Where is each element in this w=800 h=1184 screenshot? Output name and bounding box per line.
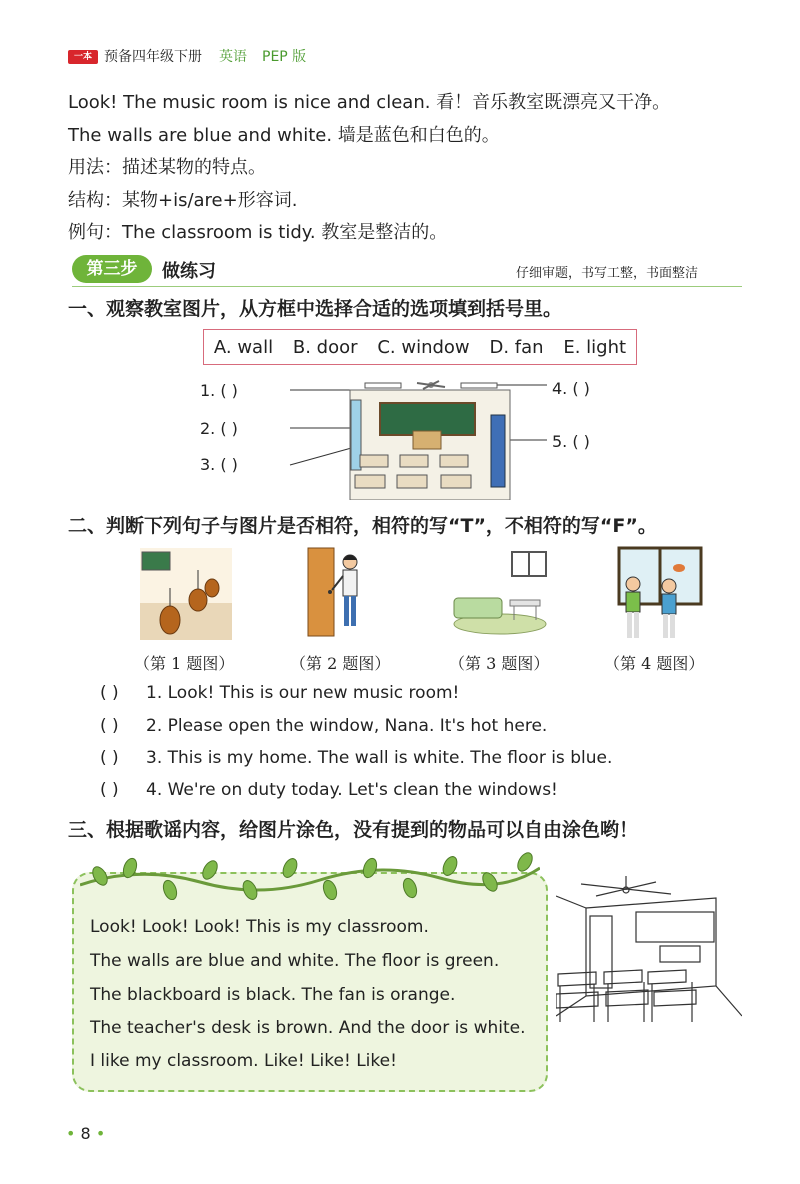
note-line: 用法：描述某物的特点。 (68, 157, 266, 178)
light-icon (365, 383, 401, 388)
blank-2[interactable]: 2. ( ) (200, 419, 238, 438)
answer-blank[interactable]: ( ) (100, 780, 119, 800)
fan-icon (581, 876, 671, 896)
option-c: C. window (377, 336, 470, 358)
picture-2-door (306, 546, 368, 638)
picture-1-music-room (140, 548, 232, 640)
desks (556, 970, 696, 1022)
chant-line: The blackboard is black. The fan is orange. (90, 985, 456, 1005)
blank-1[interactable]: 1. ( ) (200, 381, 238, 400)
boy-figure (626, 577, 640, 638)
tf-item-text: 4. We're on duty today. Let's clean the windows! (146, 780, 558, 800)
tf-item (100, 683, 459, 703)
divider (72, 286, 742, 287)
step-badge: 第三步 (72, 255, 152, 283)
option-d: D. fan (489, 336, 544, 358)
caption-picture-3: （第 3 题图） (449, 654, 550, 673)
note-line: Look! The music room is nice and clean. 看！音乐教室既漂亮又干净。 (68, 92, 671, 113)
subject-label: 英语 (219, 49, 247, 65)
chant-line: The walls are blue and white. The floor is green. (90, 951, 500, 971)
note-line: The walls are blue and white. 墙是蓝色和白色的。 (68, 125, 500, 146)
table-icon (510, 600, 540, 606)
sofa-icon (454, 598, 502, 618)
blackboard-icon (142, 552, 170, 570)
blackboard-icon (380, 403, 475, 435)
tf-item (100, 780, 558, 800)
picture-3-home (450, 548, 550, 636)
page-number: • 8 • (66, 1124, 106, 1143)
caption-picture-4: （第 4 题图） (604, 654, 705, 673)
leader-line (290, 447, 355, 465)
step-motto: 仔细审题，书写工整，书面整洁 (516, 266, 699, 281)
coloring-classroom-sketch (556, 876, 742, 1026)
blank-3[interactable]: 3. ( ) (200, 455, 238, 474)
cloth-icon (673, 564, 685, 572)
tf-item-text: 1. Look! This is our new music room! (146, 683, 460, 703)
classroom-illustration (285, 375, 551, 500)
cello-icon (189, 589, 207, 611)
note-line: 结构：某物+is/are+形容词. (68, 190, 298, 211)
tf-item-text: 2. Please open the window, Nana. It's hot here. (146, 716, 548, 736)
chant-line: The teacher's desk is brown. And the door is white. (90, 1018, 526, 1038)
picture-4-cleaning (617, 546, 703, 642)
caption-picture-1: （第 1 题图） (134, 654, 235, 673)
publisher-logo: 一本 (68, 50, 98, 64)
teacher-desk-icon (660, 946, 700, 962)
page-number-value: 8 (80, 1124, 91, 1143)
answer-blank[interactable]: ( ) (100, 716, 119, 736)
options-box (203, 329, 637, 365)
blackboard-icon (636, 912, 714, 942)
step-title: 做练习 (162, 261, 216, 282)
book-title: 预备四年级下册 (104, 49, 202, 65)
tf-item (100, 716, 547, 736)
option-b: B. door (292, 336, 358, 358)
section-1-heading: 一、观察教室图片，从方框中选择合适的选项填到括号里。 (68, 298, 563, 320)
answer-blank[interactable]: ( ) (100, 748, 119, 768)
tf-item (100, 748, 612, 768)
violin-icon (205, 579, 219, 597)
note-line: 例句：The classroom is tidy. 教室是整洁的。 (68, 222, 448, 243)
section-2-heading: 二、判断下列句子与图片是否相符，相符的写“T”，不相符的写“F”。 (68, 515, 657, 537)
answer-blank[interactable]: ( ) (100, 683, 119, 703)
fan-icon (417, 381, 445, 389)
cello-icon (160, 606, 180, 634)
edition-label: PEP 版 (262, 49, 307, 65)
door-icon (590, 916, 612, 988)
girl-figure (332, 555, 357, 626)
option-a: A. wall (213, 336, 274, 358)
section-3-heading: 三、根据歌谣内容，给图片涂色，没有提到的物品可以自由涂色哟！ (68, 819, 639, 841)
vine-decoration (80, 850, 540, 900)
chant-line: I like my classroom. Like! Like! Like! (90, 1051, 397, 1071)
blank-5[interactable]: 5. ( ) (552, 432, 590, 451)
blank-4[interactable]: 4. ( ) (552, 379, 590, 398)
option-e: E. light (563, 336, 627, 358)
caption-picture-2: （第 2 题图） (290, 654, 391, 673)
tf-item-text: 3. This is my home. The wall is white. The floor is blue. (146, 748, 613, 768)
light-icon (461, 383, 497, 388)
chant-line: Look! Look! Look! This is my classroom. (90, 917, 429, 937)
door-icon (491, 415, 505, 487)
